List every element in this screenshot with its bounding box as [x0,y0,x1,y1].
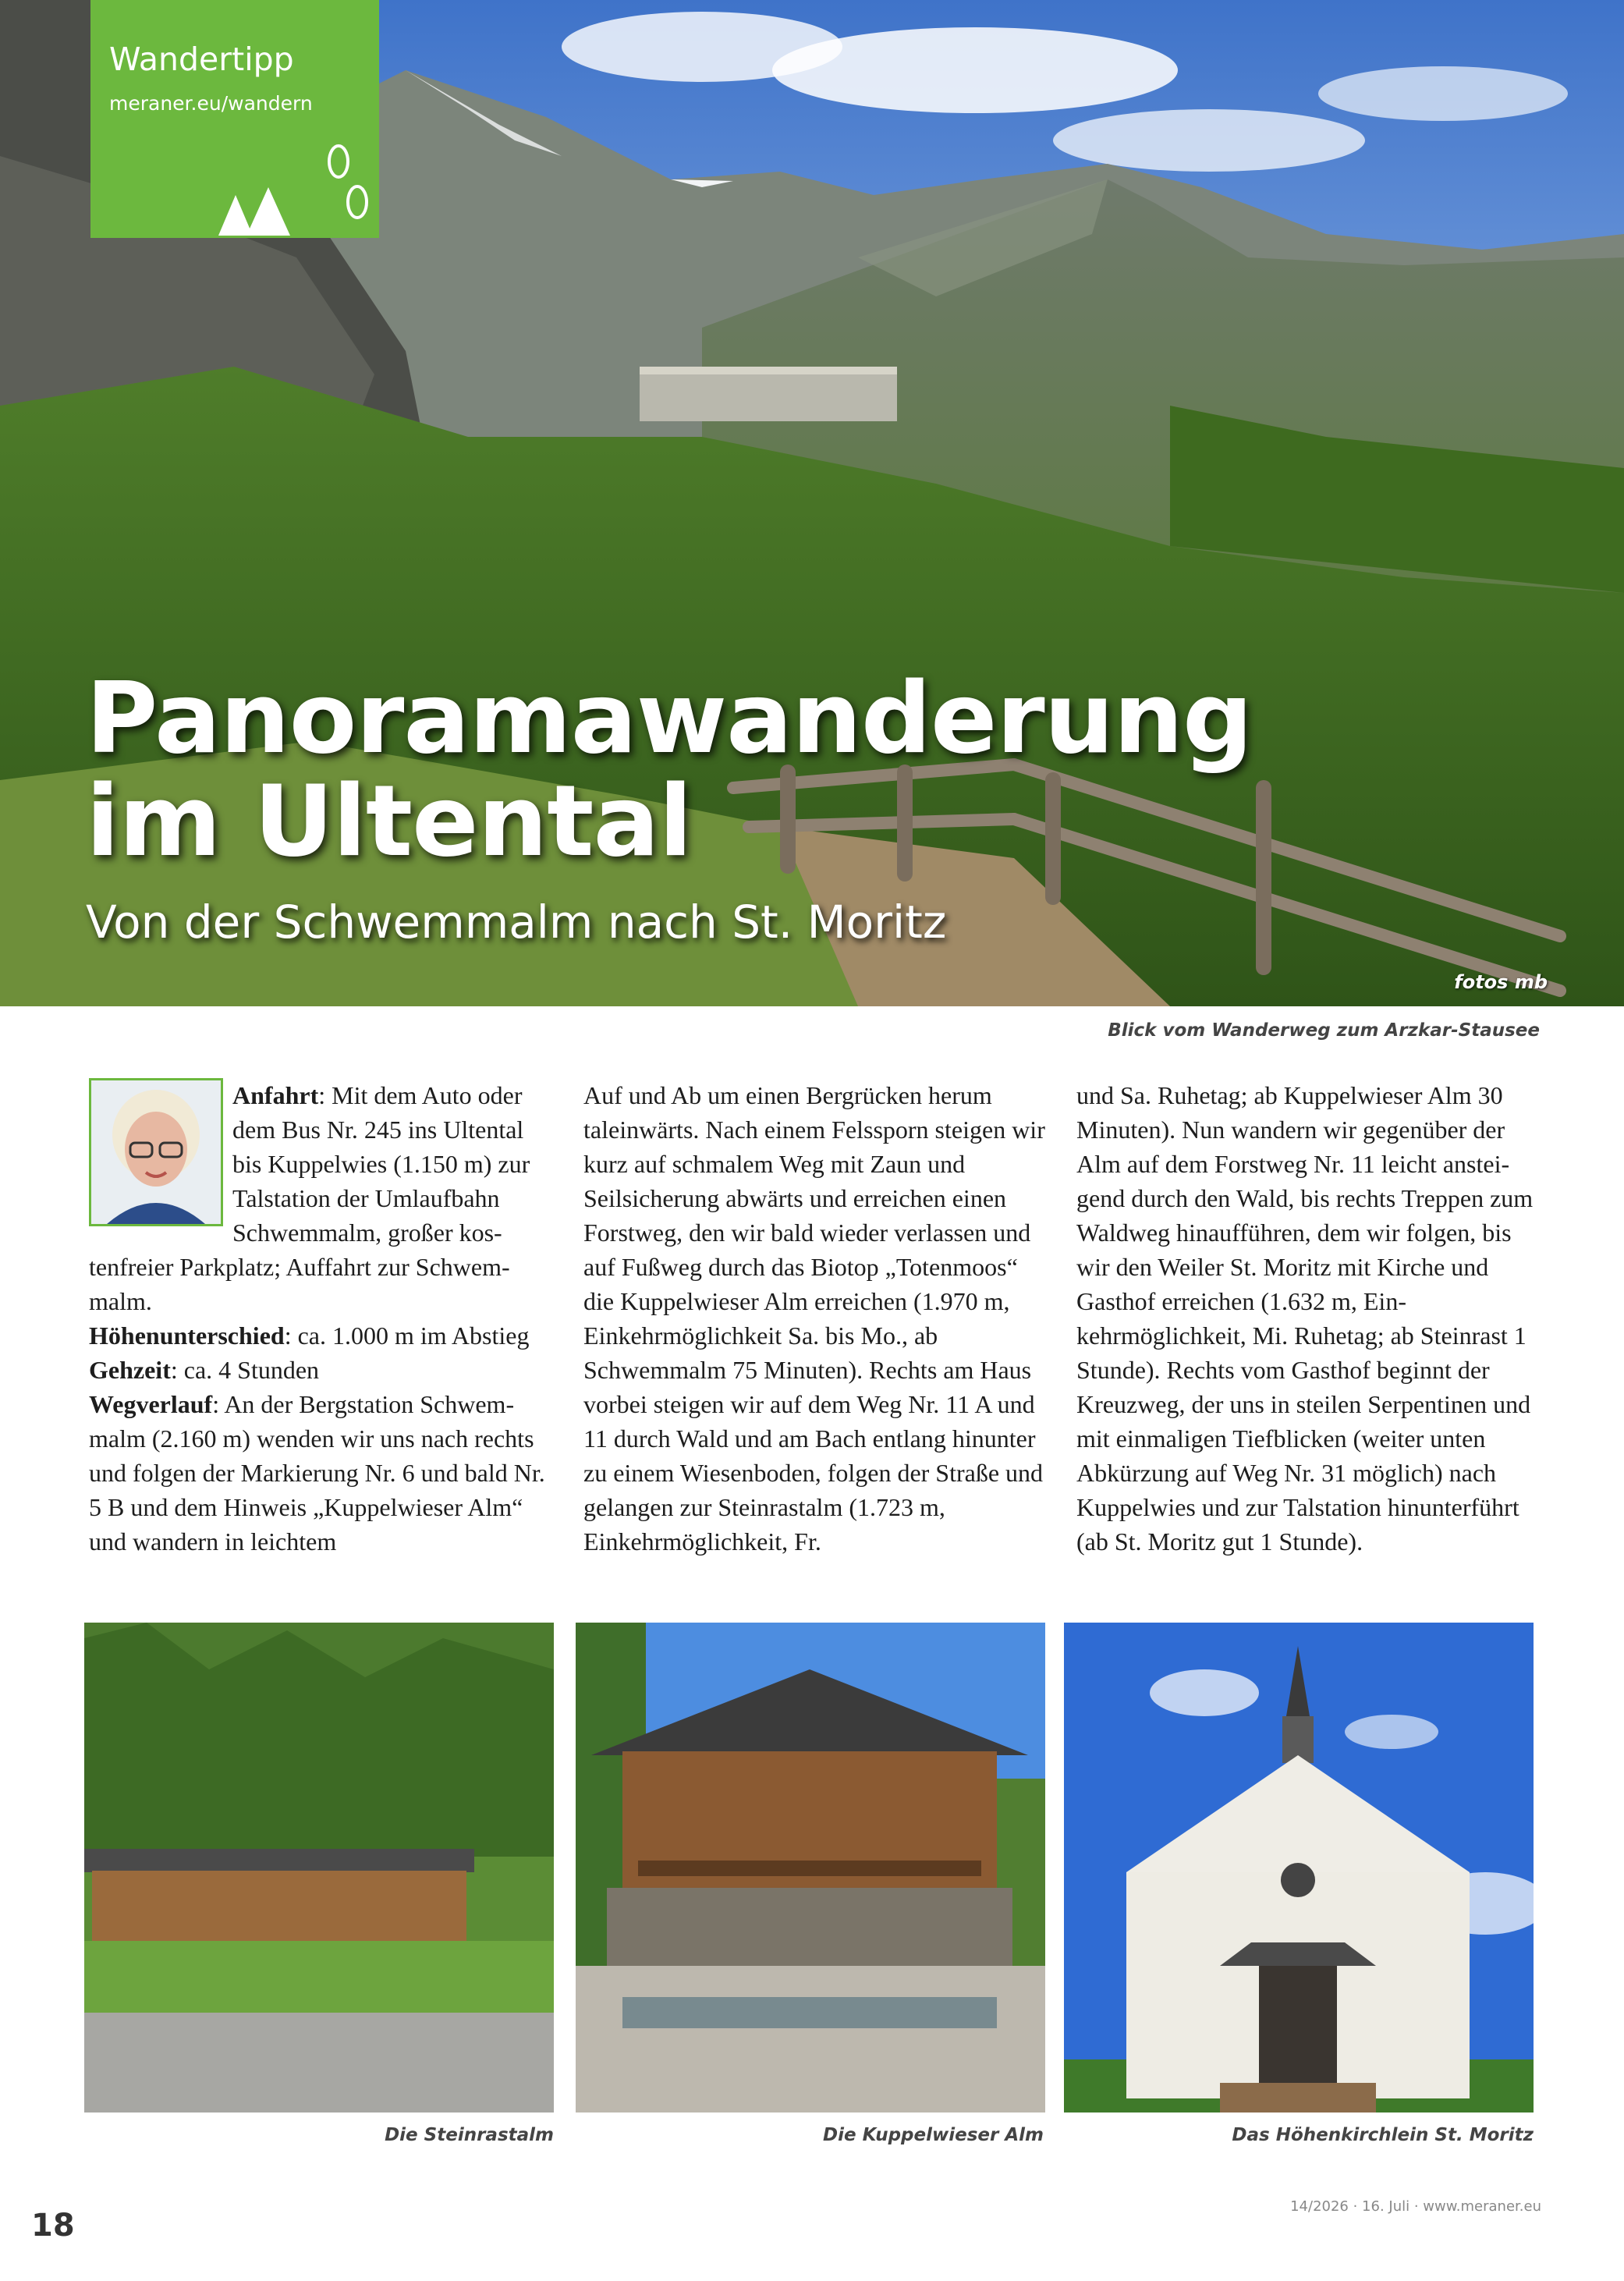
article-headline [86,661,1253,878]
author-avatar [89,1078,223,1226]
hoehen-paragraph [89,1318,557,1353]
hero-caption: Blick vom Wanderweg zum Arzkar-Stausee [1108,1020,1540,1041]
gehzeit-text: : ca. 4 Stunden [170,1356,320,1384]
headline-line-1: Panoramawanderung [86,661,1253,775]
caption-kuppelwieser-alm: Die Kuppelwieser Alm [823,2125,1044,2145]
weg-paragraph [89,1387,557,1559]
gehzeit-paragraph [89,1353,557,1387]
steinrastalm-image [84,1623,554,2112]
weg-label: Wegverlauf [89,1390,213,1418]
photo-steinrastalm [84,1623,554,2112]
photo-kuppelwieser-alm [576,1623,1045,2112]
article-column-1 [89,1078,557,1559]
article-column-2 [583,1078,1051,1559]
hero-image [0,0,1624,1006]
issue-info: 14/2026 · 16. Juli · www.meraner.eu [1290,2198,1541,2215]
wandertipp-badge [90,0,379,238]
column-3-text: und Sa. Ruhetag; ab Kuppelwieser Alm 30 Minuten). Nun wandern wir gegenüber der Alm auf dem Forstweg Nr. 11 leicht ansteigend durch den Wald, bis rechts Treppen zum Waldweg hinaufführen, dem wir folgen, bis wir den Weiler St. Moritz mit Kirche und Gasthof erreichen (1.632 m, Einkehrmöglichkeit, Mi. Ruhetag; ab Steinrast 1 Stunde). Rechts vom Gasthof beginnt der Kreuzweg, der uns in steilen Serpentinen und mit einmaligen Tiefblicken (weiter unten Abkürzung auf Weg Nr. 31 möglich) nach Kuppelwies und zur Talstation hinunterführt (ab St. Moritz gut 1 Stunde). [1076,1081,1534,1556]
caption-steinrastalm: Die Steinrastalm [385,2125,554,2145]
headline-line-2: im Ultental [86,764,692,878]
pine-trees-icon [212,187,298,238]
hoehen-text: : ca. 1.000 m im Abstieg [284,1321,530,1350]
photo-st-moritz-church [1064,1623,1534,2112]
kuppelwieser-alm-image [576,1623,1045,2112]
anfahrt-label: Anfahrt [232,1081,319,1109]
badge-title: Wandertipp [109,41,294,78]
page-number: 18 [31,2208,75,2244]
anfahrt-text: : Mit dem Auto oder dem Bus Nr. 245 ins Ultental bis Kuppelwies (1.150 m) zur Talstation der Umlaufbahn Schwemmalm, großer kostenfreier Parkplatz; Auffahrt zur Schwemmalm. [89,1081,530,1315]
footprints-icon [324,144,371,230]
article-column-3 [1076,1078,1544,1559]
column-2-text: Auf und Ab um einen Bergrücken herum taleinwärts. Nach einem Felssporn steigen wir kurz auf schmalem Weg mit Zaun und Seilsicherung abwärts und erreichen einen Forstweg, den wir bald wieder verlassen und auf Fußweg durch das Biotop „Totenmoos“ die Kuppelwieser Alm erreichen (1.970 m, Einkehrmöglichkeit Sa. bis Mo., ab Schwemmalm 75 Minuten). Rechts am Haus vorbei steigen wir auf dem Weg Nr. 11 A und 11 durch Wald und am Bach entlang hinunter zu einem Wiesenboden, folgen der Straße und gelangen zur Steinrastalm (1.723 m, Einkehrmöglichkeit, Fr. [583,1081,1045,1556]
weg-text: : An der Bergstation Schwemmalm (2.160 m) wenden wir uns nach rechts und folgen der Markierung Nr. 6 und bald Nr. 5 B und dem Hinweis „Kuppelwieser Alm“ und wandern in leichtem [89,1390,545,1556]
hoehen-label: Höhenunterschied [89,1321,285,1350]
st-moritz-church-image [1064,1623,1534,2112]
badge-url[interactable]: meraner.eu/wandern [109,92,313,115]
article-subtitle: Von der Schwemmalm nach St. Moritz [86,896,947,949]
photo-credit: fotos mb [1454,971,1548,993]
caption-st-moritz-church: Das Höhenkirchlein St. Moritz [1232,2125,1534,2145]
gehzeit-label: Gehzeit [89,1356,171,1384]
